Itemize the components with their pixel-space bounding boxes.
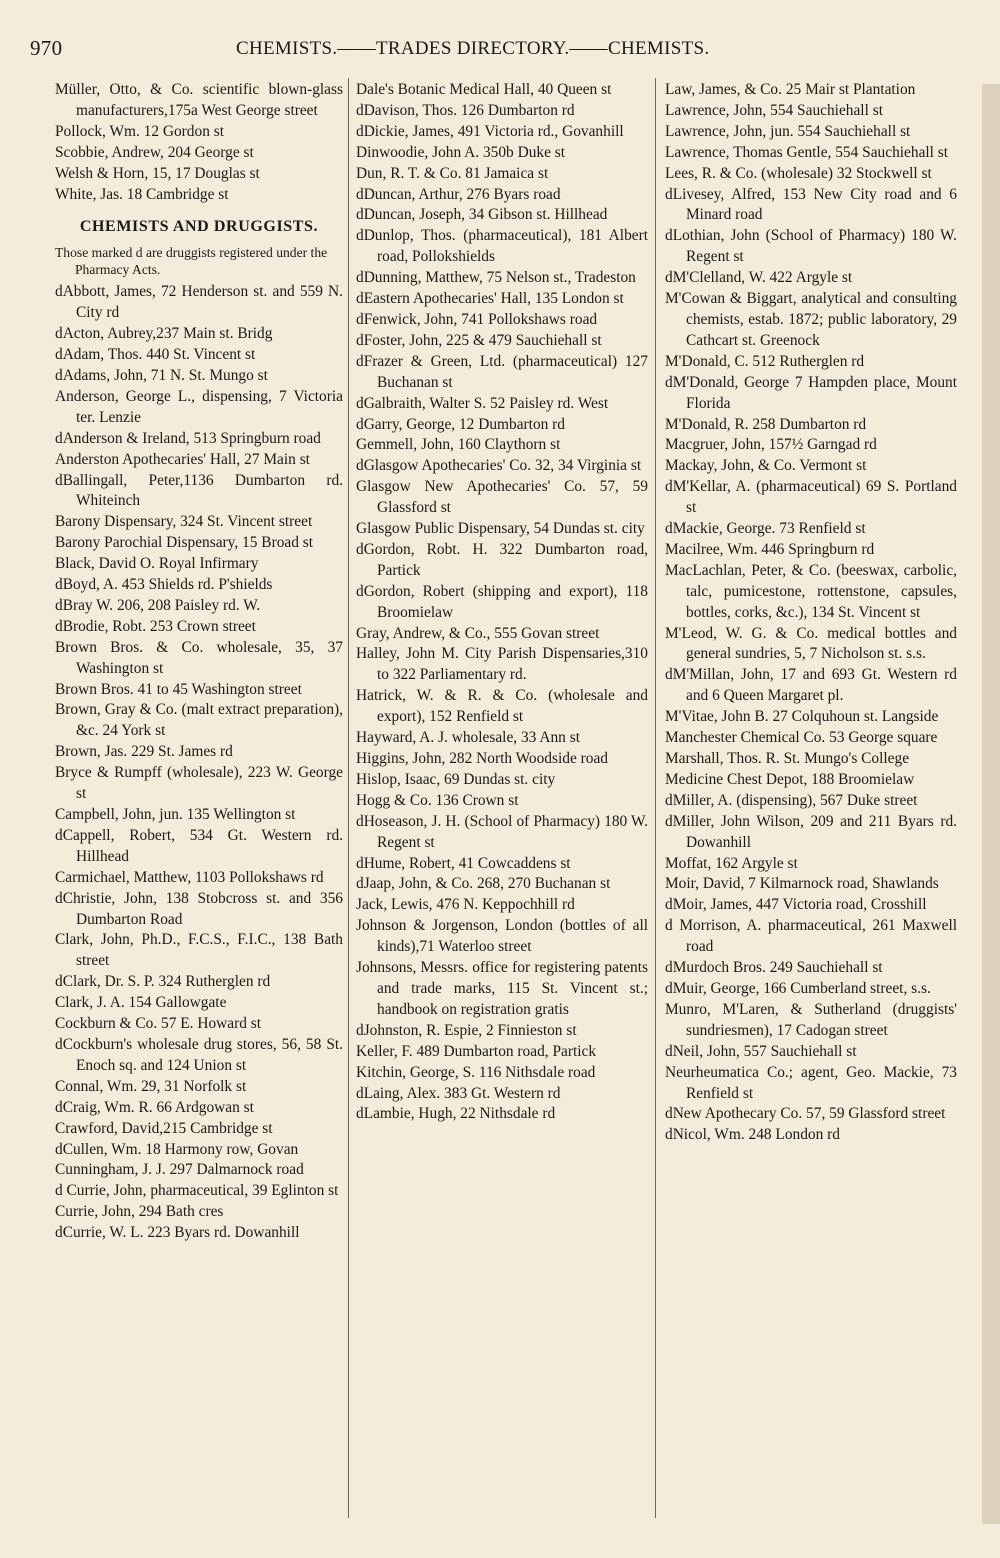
directory-entry: d Morrison, A. pharmaceutical, 261 Maxwell road	[665, 917, 957, 956]
directory-entry: Glasgow New Apothecaries' Co. 57, 59 Glassford st	[356, 478, 648, 517]
directory-entry: dFoster, John, 225 & 479 Sauchiehall st	[356, 331, 602, 349]
directory-entry: Barony Parochial Dispensary, 15 Broad st	[55, 534, 314, 552]
directory-entry: dMackie, George. 73 Renfield st	[665, 520, 866, 538]
directory-entry: Law, James, & Co. 25 Mair st Plantation	[665, 81, 916, 98]
directory-entry: Müller, Otto, & Co. scientific blown-glass manufacturers,175a West George street	[55, 81, 343, 119]
directory-entry: MacLachlan, Peter, & Co. (beeswax, carbolic, talc, pumicestone, rottenstone, capsules, bottles, corks, &c.), 134 St. Vincent st	[665, 561, 957, 621]
directory-entry: Campbell, John, jun. 135 Wellington st	[55, 806, 296, 823]
directory-entry: Hayward, A. J. wholesale, 33 Ann st	[356, 729, 580, 747]
entry-list	[55, 80, 343, 205]
column-rule	[348, 78, 349, 1518]
directory-entry: Clark, John, Ph.D., F.C.S., F.I.C., 138 Bath street	[55, 931, 343, 970]
directory-entry: dM'Clelland, W. 422 Argyle st	[665, 269, 853, 287]
directory-entry: Dinwoodie, John A. 350b Duke st	[356, 143, 566, 161]
directory-entry: dCurrie, W. L. 223 Byars rd. Dowanhill	[55, 1224, 300, 1242]
directory-entry: Halley, John M. City Parish Dispensaries,310 to 322 Parliamentary rd.	[356, 645, 648, 684]
directory-entry: Johnson & Jorgenson, London (bottles of all kinds),71 Waterloo street	[356, 917, 648, 956]
directory-column-3	[665, 80, 957, 1146]
directory-entry: dLambie, Hugh, 22 Nithsdale rd	[356, 1105, 556, 1123]
directory-entry: Clark, J. A. 154 Gallowgate	[55, 994, 227, 1012]
directory-entry: dMiller, John Wilson, 209 and 211 Byars rd. Dowanhill	[665, 812, 957, 851]
directory-entry: dDavison, Thos. 126 Dumbarton rd	[356, 101, 575, 119]
directory-entry: Hogg & Co. 136 Crown st	[356, 791, 519, 809]
directory-entry: dAbbott, James, 72 Henderson st. and 559 N. City rd	[55, 283, 343, 322]
directory-entry: Neurheumatica Co.; agent, Geo. Mackie, 73 Renfield st	[665, 1063, 957, 1102]
directory-entry: dGlasgow Apothecaries' Co. 32, 34 Virginia st	[356, 457, 642, 475]
directory-entry: dLaing, Alex. 383 Gt. Western rd	[356, 1084, 561, 1102]
directory-entry: Brown, Gray & Co. (malt extract preparation), &c. 24 York st	[55, 701, 343, 740]
directory-entry: dBrodie, Robt. 253 Crown street	[55, 617, 256, 635]
directory-entry: Brown Bros. 41 to 45 Washington street	[55, 680, 302, 698]
directory-entry: Pollock, Wm. 12 Gordon st	[55, 122, 225, 140]
directory-entry: dLothian, John (School of Pharmacy) 180 W. Regent st	[665, 227, 957, 266]
column-rule	[655, 78, 656, 1518]
directory-entry: dGordon, Robert (shipping and export), 118 Broomielaw	[356, 582, 648, 621]
directory-entry: dChristie, John, 138 Stobcross st. and 356 Dumbarton Road	[55, 889, 343, 928]
directory-entry: M'Cowan & Biggart, analytical and consulting chemists, estab. 1872; public laboratory, 29 Cathcart st. Greenock	[665, 290, 957, 349]
directory-entry: dM'Kellar, A. (pharmaceutical) 69 S. Portland st	[665, 478, 957, 517]
directory-entry: dCullen, Wm. 18 Harmony row, Govan	[55, 1140, 299, 1158]
directory-entry: Cockburn & Co. 57 E. Howard st	[55, 1015, 262, 1033]
directory-entry: Connal, Wm. 29, 31 Norfolk st	[55, 1077, 247, 1095]
entry-list	[356, 80, 648, 1125]
directory-entry: dCappell, Robert, 534 Gt. Western rd. Hillhead	[55, 826, 343, 865]
entry-list	[665, 80, 957, 1146]
directory-entry: dDickie, James, 491 Victoria rd., Govanhill	[356, 122, 624, 140]
page-header	[30, 36, 990, 66]
directory-entry: Kitchin, George, S. 116 Nithsdale road	[356, 1063, 596, 1081]
directory-entry: dNicol, Wm. 248 London rd	[665, 1126, 840, 1144]
directory-entry: Macgruer, John, 157½ Garngad rd	[665, 436, 877, 454]
directory-entry: White, Jas. 18 Cambridge st	[55, 185, 229, 203]
directory-entry: M'Leod, W. G. & Co. medical bottles and general sundries, 5, 7 Nicholson st. s.s.	[665, 624, 957, 663]
directory-entry: dBoyd, A. 453 Shields rd. P'shields	[55, 576, 273, 594]
directory-entry: dGalbraith, Walter S. 52 Paisley rd. West	[356, 394, 609, 412]
directory-entry: M'Donald, C. 512 Rutherglen rd	[665, 352, 865, 370]
directory-entry: Anderston Apothecaries' Hall, 27 Main st	[55, 450, 310, 468]
directory-entry: dDunlop, Thos. (pharmaceutical), 181 Albert road, Pollokshields	[356, 227, 648, 266]
directory-entry: dM'Millan, John, 17 and 693 Gt. Western rd and 6 Queen Margaret pl.	[665, 666, 957, 705]
directory-entry: M'Vitae, John B. 27 Colquhoun st. Langside	[665, 708, 939, 726]
directory-entry: dJohnston, R. Espie, 2 Finnieston st	[356, 1021, 577, 1039]
directory-entry: Macilree, Wm. 446 Springburn rd	[665, 540, 875, 558]
directory-entry: Carmichael, Matthew, 1103 Pollokshaws rd	[55, 868, 324, 886]
directory-entry: Hislop, Isaac, 69 Dundas st. city	[356, 770, 556, 788]
directory-entry: dAdam, Thos. 440 St. Vincent st	[55, 346, 256, 364]
directory-entry: Johnsons, Messrs. office for registering patents and trade marks, 115 St. Vincent st.; handbook on registration gratis	[356, 959, 648, 1018]
directory-entry: dBallingall, Peter,1136 Dumbarton rd. Whiteinch	[55, 471, 343, 510]
directory-entry: Mackay, John, & Co. Vermont st	[665, 457, 867, 475]
directory-entry: Glasgow Public Dispensary, 54 Dundas st. city	[356, 520, 645, 538]
directory-entry: Jack, Lewis, 476 N. Keppochhill rd	[356, 896, 575, 914]
directory-entry: Manchester Chemical Co. 53 George square	[665, 729, 938, 747]
directory-entry: Moffat, 162 Argyle st	[665, 854, 798, 872]
directory-entry: dCockburn's wholesale drug stores, 56, 58 St. Enoch sq. and 124 Union st	[55, 1035, 343, 1074]
directory-entry: dMurdoch Bros. 249 Sauchiehall st	[665, 959, 883, 977]
directory-entry: dMoir, James, 447 Victoria road, Crosshill	[665, 896, 927, 914]
directory-entry: dGordon, Robt. H. 322 Dumbarton road, Partick	[356, 540, 648, 579]
directory-entry: dEastern Apothecaries' Hall, 135 London st	[356, 290, 624, 308]
directory-entry: dHume, Robert, 41 Cowcaddens st	[356, 854, 571, 872]
directory-entry: Scobbie, Andrew, 204 George st	[55, 143, 254, 161]
directory-entry: Cunningham, J. J. 297 Dalmarnock road	[55, 1161, 304, 1179]
page-number: 970	[30, 36, 63, 60]
directory-entry: d Currie, John, pharmaceutical, 39 Eglinton st	[55, 1182, 339, 1200]
entry-list	[55, 282, 343, 1244]
directory-entry: Gemmell, John, 160 Claythorn st	[356, 436, 561, 454]
directory-entry: Barony Dispensary, 324 St. Vincent street	[55, 513, 313, 531]
directory-entry: dAnderson & Ireland, 513 Springburn road	[55, 429, 321, 447]
directory-entry: dNeil, John, 557 Sauchiehall st	[665, 1042, 857, 1060]
directory-entry: dClark, Dr. S. P. 324 Rutherglen rd	[55, 973, 271, 991]
directory-entry: Dun, R. T. & Co. 81 Jamaica st	[356, 164, 549, 182]
directory-entry: dDuncan, Joseph, 34 Gibson st. Hillhead	[356, 206, 608, 224]
directory-entry: Anderson, George L., dispensing, 7 Victoria ter. Lenzie	[55, 387, 343, 426]
directory-entry: dBray W. 206, 208 Paisley rd. W.	[55, 596, 261, 614]
directory-entry: dMuir, George, 166 Cumberland street, s.s.	[665, 979, 931, 997]
directory-entry: dCraig, Wm. R. 66 Ardgowan st	[55, 1098, 254, 1116]
directory-entry: Crawford, David,215 Cambridge st	[55, 1119, 273, 1137]
section-heading: CHEMISTS AND DRUGGISTS.	[79, 218, 319, 236]
directory-entry: Brown Bros. & Co. wholesale, 35, 37 Washington st	[55, 638, 343, 677]
directory-entry: Hatrick, W. & R. & Co. (wholesale and export), 152 Renfield st	[356, 687, 648, 726]
directory-entry: Marshall, Thos. R. St. Mungo's College	[665, 750, 910, 767]
directory-entry: Lawrence, John, jun. 554 Sauchiehall st	[665, 122, 911, 140]
directory-entry: dDuncan, Arthur, 276 Byars road	[356, 185, 561, 203]
directory-entry: dFrazer & Green, Ltd. (pharmaceutical) 127 Buchanan st	[356, 352, 648, 391]
directory-entry: Keller, F. 489 Dumbarton road, Partick	[356, 1042, 597, 1060]
directory-entry: Dale's Botanic Medical Hall, 40 Queen st	[356, 81, 612, 98]
running-title: CHEMISTS.——TRADES DIRECTORY.——CHEMISTS.	[236, 38, 710, 59]
directory-entry: dJaap, John, & Co. 268, 270 Buchanan st	[356, 875, 611, 893]
directory-entry: Munro, M'Laren, & Sutherland (druggists' sundriesmen), 17 Cadogan street	[665, 1000, 957, 1039]
directory-entry: dAdams, John, 71 N. St. Mungo st	[55, 366, 268, 384]
directory-entry: Currie, John, 294 Bath cres	[55, 1203, 224, 1221]
directory-entry: Lawrence, John, 554 Sauchiehall st	[665, 101, 883, 119]
directory-entry: dHoseason, J. H. (School of Pharmacy) 180 W. Regent st	[356, 812, 648, 851]
directory-entry: dDunning, Matthew, 75 Nelson st., Tradeston	[356, 269, 636, 287]
directory-entry: Higgins, John, 282 North Woodside road	[356, 750, 608, 767]
directory-entry: Brown, Jas. 229 St. James rd	[55, 743, 233, 761]
directory-entry: dFenwick, John, 741 Pollokshaws road	[356, 310, 598, 328]
directory-entry: Medicine Chest Depot, 188 Broomielaw	[665, 770, 915, 788]
directory-entry: M'Donald, R. 258 Dumbarton rd	[665, 415, 867, 433]
directory-column-2	[356, 80, 648, 1125]
directory-entry: dM'Donald, George 7 Hampden place, Mount Florida	[665, 373, 957, 412]
directory-entry: dLivesey, Alfred, 153 New City road and 6 Minard road	[665, 185, 957, 224]
directory-entry: Lees, R. & Co. (wholesale) 32 Stockwell st	[665, 164, 932, 182]
directory-entry: dMiller, A. (dispensing), 567 Duke street	[665, 791, 918, 809]
page-edge	[982, 84, 1000, 1524]
directory-column-1	[55, 80, 343, 1244]
directory-entry: Black, David O. Royal Infirmary	[55, 555, 259, 573]
directory-entry: Lawrence, Thomas Gentle, 554 Sauchiehall st	[665, 143, 949, 161]
section-note: Those marked d are druggists registered under the Pharmacy Acts.	[55, 245, 328, 278]
directory-entry: Moir, David, 7 Kilmarnock road, Shawlands	[665, 875, 939, 893]
directory-entry: dGarry, George, 12 Dumbarton rd	[356, 415, 565, 433]
directory-entry: Gray, Andrew, & Co., 555 Govan street	[356, 624, 600, 642]
directory-entry: Bryce & Rumpff (wholesale), 223 W. George st	[55, 764, 343, 803]
directory-entry: dNew Apothecary Co. 57, 59 Glassford street	[665, 1105, 946, 1123]
directory-entry: Welsh & Horn, 15, 17 Douglas st	[55, 164, 260, 182]
directory-entry: dActon, Aubrey,237 Main st. Bridg	[55, 325, 273, 343]
